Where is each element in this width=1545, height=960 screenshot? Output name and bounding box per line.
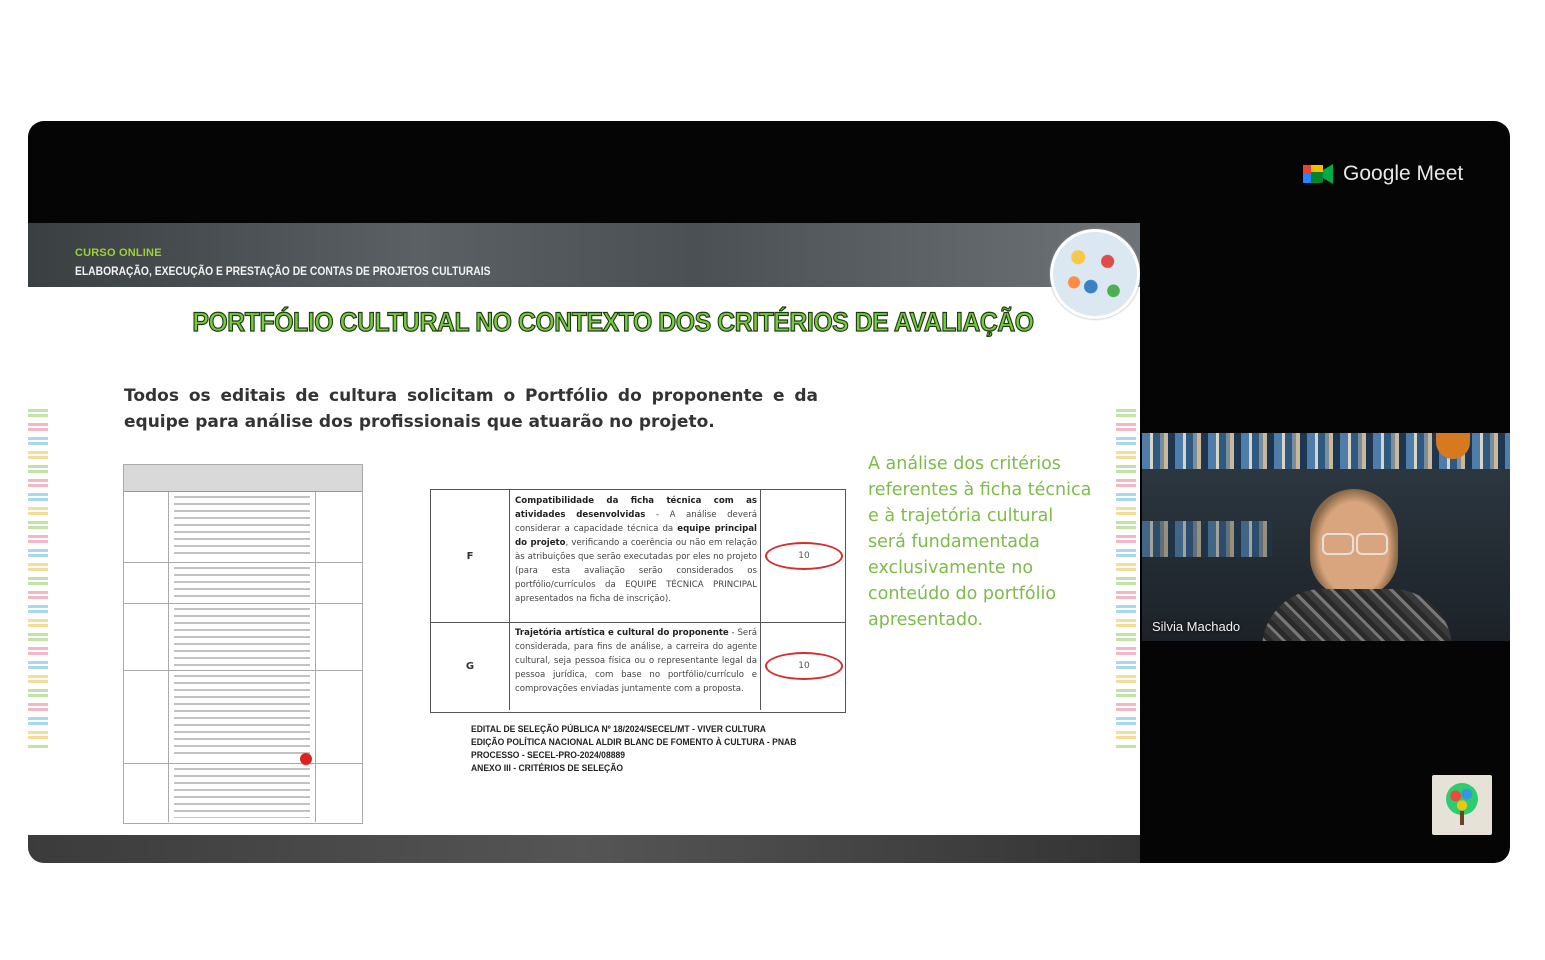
pointer-dot-icon [300, 753, 312, 765]
score-circle: 10 [765, 542, 843, 570]
presentation-slide [28, 223, 1140, 863]
table-row [124, 671, 362, 764]
self-view-thumbnail[interactable] [1432, 775, 1492, 835]
table-header [124, 465, 362, 492]
criteria-letter: F [431, 490, 510, 622]
edital-reference: EDITAL DE SELEÇÃO PÚBLICA Nº 18/2024/SECEL/MT - VIVER CULTURA EDIÇÃO POLÍTICA NACIONAL ALDIR BLANC DE FOMENTO À CULTURA - PNAB PROCESSO - SECEL-PRO-2024/08889 ANEXO III - CRITÉRIOS DE SELEÇÃO [471, 724, 797, 774]
participant-body [1262, 589, 1452, 641]
google-meet-label: Google Meet [1343, 162, 1464, 185]
google-meet-logo [1303, 161, 1463, 187]
participant-name: Silvia Machado [1152, 619, 1241, 634]
table-row [124, 492, 362, 563]
table-row [124, 604, 362, 671]
participant-video-tile[interactable] [1142, 433, 1510, 641]
criteria-score-cell [760, 490, 845, 622]
criteria-row-g [431, 622, 845, 710]
criteria-description: Trajetória artística e cultural do proponente - Será considerada, para fins de análise, a carreira do agente cultural, seja pessoa física ou o representante legal da pessoa jurídica, com base no portfólio/currículo e comprovações enviadas juntamente com a proposta. [515, 628, 758, 694]
table-row [124, 563, 362, 604]
google-meet-icon [1303, 161, 1333, 187]
criteria-row-f [431, 490, 845, 623]
criteria-title: Trajetória artística e cultural do proponente [515, 628, 729, 638]
course-logo-icon [1050, 229, 1140, 319]
course-label: CURSO ONLINE [75, 247, 162, 259]
criteria-table [430, 489, 846, 713]
table-row [124, 764, 362, 822]
criteria-score-cell [760, 622, 845, 710]
criteria-letter: G [431, 622, 510, 710]
meet-window [28, 121, 1510, 863]
glasses-icon [1322, 533, 1388, 551]
decorative-dots-right [1116, 409, 1136, 749]
intro-text: Todos os editais de cultura solicitam o Portfólio do proponente e da equipe para análise dos profissionais que atuarão no projeto. [124, 386, 818, 432]
slide-title: PORTFÓLIO CULTURAL NO CONTEXTO DOS CRITÉRIOS DE AVALIAÇÃO [192, 307, 1034, 337]
side-note: A análise dos critérios referentes à ficha técnica e à trajetória cultural será fundamentada exclusivamente no conteúdo do portfólio apresentado. [868, 454, 1092, 630]
slide-footer-bar [28, 835, 1140, 863]
criteria-table-thumbnail [123, 464, 363, 824]
criteria-description: Compatibilidade da ficha técnica com as atividades desenvolvidas - A análise deverá considerar a capacidade técnica da equipe principal do projeto, verificando a coerência ou não em relação às atribuições que serão executadas por eles no projeto (para esta avaliação serão considerados os portfólio/currículos da EQUIPE TÉCNICA PRINCIPAL apresentados na ficha de inscrição). [515, 496, 758, 604]
slide-header [28, 223, 1140, 287]
decorative-dots-left [28, 409, 48, 749]
score-circle: 10 [765, 652, 843, 680]
criteria-title: Compatibilidade da ficha técnica com as atividades desenvolvidas [515, 496, 757, 520]
course-title: ELABORAÇÃO, EXECUÇÃO E PRESTAÇÃO DE CONTAS DE PROJETOS CULTURAIS [75, 264, 491, 278]
